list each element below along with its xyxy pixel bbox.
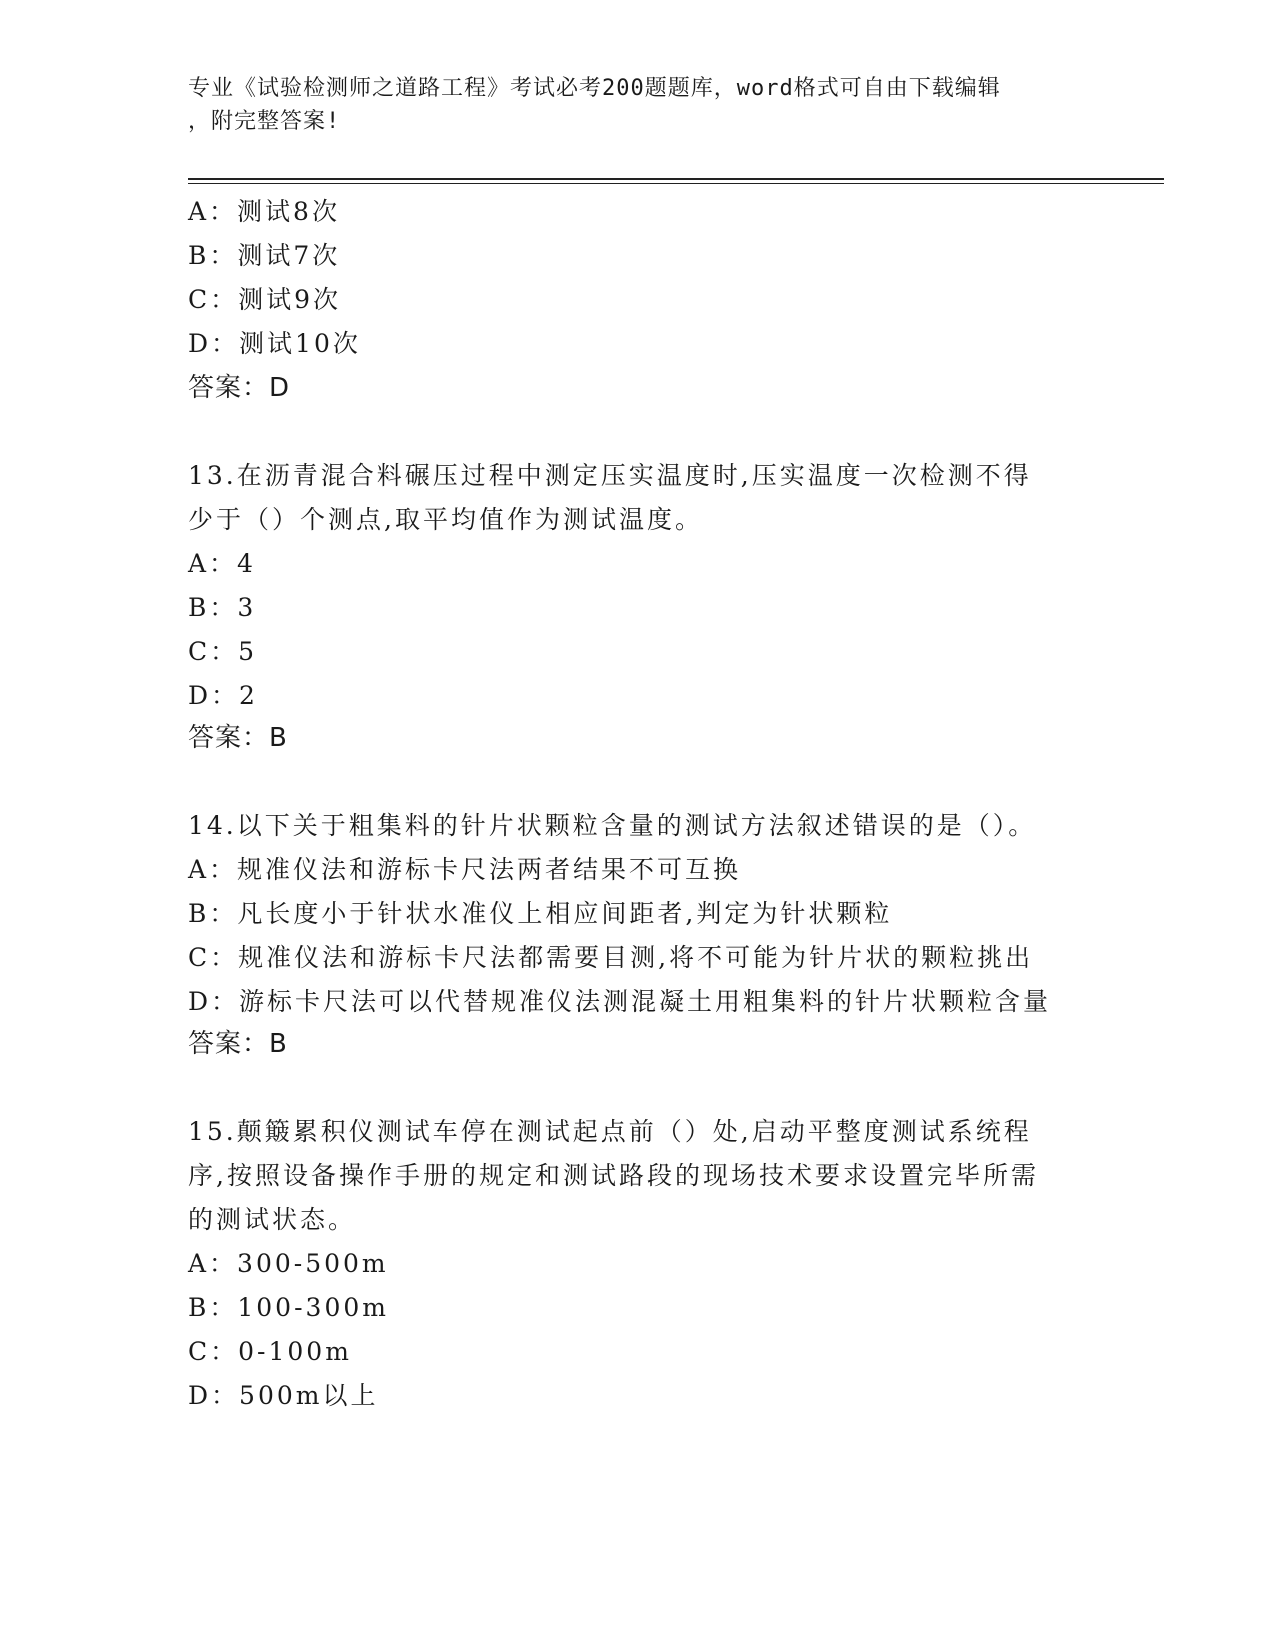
q13-option-a: A：4	[188, 549, 256, 578]
q13-option-d: D：2	[188, 681, 258, 710]
q13-answer: 答案：B	[188, 723, 288, 753]
q14-option-d: D：游标卡尺法可以代替规准仪法测混凝土用粗集料的针片状颗粒含量	[188, 987, 1052, 1016]
q13-option-c: C：5	[188, 637, 258, 666]
q15-option-a: A：300-500m	[188, 1249, 389, 1278]
header-rule-thin	[188, 183, 1164, 184]
q15-stem-line-1: 15.颠簸累积仪测试车停在测试起点前（）处,启动平整度测试系统程	[188, 1117, 1032, 1146]
q14-option-a: A：规准仪法和游标卡尺法两者结果不可互换	[188, 855, 742, 884]
q12-option-c: C：测试9次	[188, 285, 342, 314]
header-title-line-1: 专业《试验检测师之道路工程》考试必考200题题库，word格式可自由下载编辑	[188, 76, 1001, 101]
header-rule-thick	[188, 178, 1164, 180]
q12-answer: 答案：D	[188, 373, 291, 403]
q14-option-b: B：凡长度小于针状水准仪上相应间距者,判定为针状颗粒	[188, 899, 893, 928]
q14-answer: 答案：B	[188, 1029, 288, 1059]
document-header	[188, 72, 1068, 138]
q15-stem-line-3: 的测试状态。	[188, 1205, 357, 1234]
q15-option-c: C：0-100m	[188, 1337, 352, 1366]
q15-option-d: D：500m以上	[188, 1381, 379, 1410]
q15-option-b: B：100-300m	[188, 1293, 389, 1322]
q15-stem-line-2: 序,按照设备操作手册的规定和测试路段的现场技术要求设置完毕所需	[188, 1161, 1039, 1190]
header-title-line-2: ，附完整答案!	[188, 109, 341, 134]
q12-option-d: D：测试10次	[188, 329, 361, 358]
q14-option-c: C：规准仪法和游标卡尺法都需要目测,将不可能为针片状的颗粒挑出	[188, 943, 1034, 972]
q13-stem-line-2: 少于（）个测点,取平均值作为测试温度。	[188, 505, 703, 534]
q13-stem-line-1: 13.在沥青混合料碾压过程中测定压实温度时,压实温度一次检测不得	[188, 461, 1032, 490]
q13-option-b: B：3	[188, 593, 257, 622]
q12-option-b: B：测试7次	[188, 241, 341, 270]
q12-option-a: A：测试8次	[188, 197, 340, 226]
q14-stem-line-1: 14.以下关于粗集料的针片状颗粒含量的测试方法叙述错误的是（）。	[188, 811, 1037, 840]
